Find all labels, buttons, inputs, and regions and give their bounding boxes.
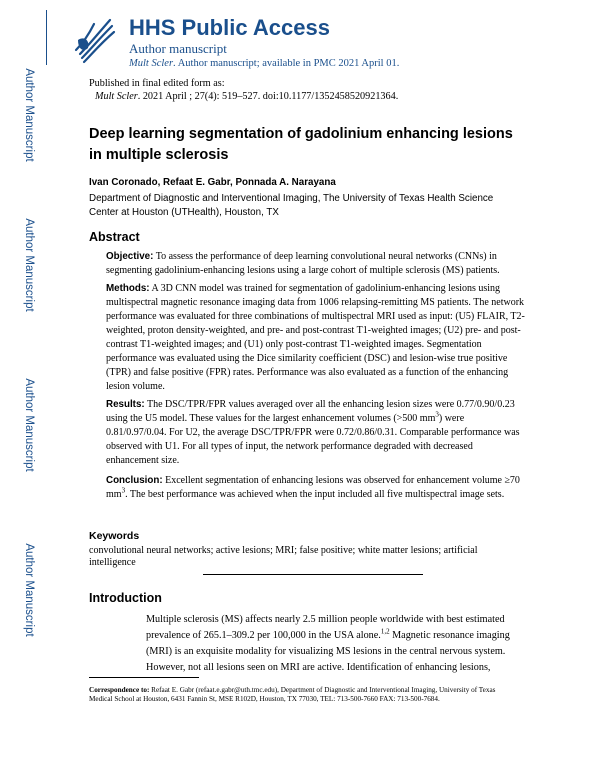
footnote-divider bbox=[89, 677, 199, 678]
abstract-objective: Objective: To assess the performance of deep learning convolutional neural networks (CNNs) in segmenting gadolinium-enhancing lesions using a large cohort of multiple sclerosis (MS) patients. bbox=[106, 251, 500, 276]
introduction-heading: Introduction bbox=[89, 591, 162, 605]
hhs-eagle-logo-icon bbox=[70, 10, 120, 66]
affiliation: Department of Diagnostic and Interventional Imaging, The University of Texas Health Science Center at Houston (UTHealth), Houston, TX bbox=[89, 193, 494, 218]
sidebar-author-manuscript-label: Author Manuscript bbox=[23, 218, 35, 312]
keywords-heading: Keywords bbox=[89, 530, 140, 542]
hhs-public-access-title: HHS Public Access bbox=[129, 15, 330, 40]
published-final-form-label: Published in final edited form as: bbox=[89, 78, 225, 89]
author-manuscript-subtitle: Author manuscript bbox=[129, 41, 227, 56]
header-divider bbox=[46, 10, 47, 65]
section-divider bbox=[203, 574, 423, 575]
sidebar-author-manuscript-label: Author Manuscript bbox=[23, 543, 35, 637]
sidebar-author-manuscript-label: Author Manuscript bbox=[23, 378, 35, 472]
abstract-results: Results: The DSC/TPR/FPR values averaged over all the enhancing lesion sizes were 0.77/0.90/0.23 using the U5 model. These values for the largest enhancement volumes (>500 $mm^3$) were 0.81/0.97/0.04. For U2, the average DSC/TPR/FPR were 0.72/0.86/0.31. Comparable performance was observed with U1. For all types of input, the network performance degraded with decreased enhancement size. bbox=[106, 399, 520, 466]
abstract-heading: Abstract bbox=[89, 230, 140, 244]
abstract-conclusion: Conclusion: Excellent segmentation of enhancing lesions was observed for enhancement volume ≥70 $mm^3$. The best performance was achieved when the input included all five multispectral image sets. bbox=[106, 475, 520, 500]
journal-status-line: Mult Scler. Author manuscript; available in PMC 2021 April 01. bbox=[129, 58, 400, 69]
article-title: Deep learning segmentation of gadolinium enhancing lesions in multiple sclerosis bbox=[89, 126, 513, 163]
introduction-paragraph: Multiple sclerosis (MS) affects nearly 2.5 million people worldwide with best estimated prevalence of 265.1–309.2 per 100,000 in the USA alone.$^{1,2}$ Magnetic resonance imaging (MRI) is an exquisite modality for visualizing MS lesions in the central nervous system. However, not all lesions seen on MRI are active. Identification of enhancing lesions, bbox=[146, 614, 510, 673]
keywords-list: convolutional neural networks; active lesions; MRI; false positive; white matter lesions; artificial intelligence bbox=[89, 545, 478, 568]
citation-line: Mult Scler. 2021 April ; 27(4): 519–527. doi:10.1177/1352458520921364. bbox=[95, 91, 399, 102]
abstract-methods: Methods: A 3D CNN model was trained for segmentation of gadolinium-enhancing lesions using multispectral magnetic resonance imaging data from 1006 relapsing-remitting MS patients. The network performance was evaluated for three combinations of multispectral MRI used as input: (U5) FLAIR, T2-weighted, proton density-weighted, and pre- and post-contrast T1-weighted images; (U2) pre- and post-contrast T1-weighted images; and (U1) only post-contrast T1-weighted images. Segmentation performance was evaluated using the Dice similarity coefficient (DSC) and lesion-wise true positive (TPR) and false positive (FPR) rates. Performance was also evaluated as a function of the enhancing lesion volume. bbox=[106, 283, 525, 392]
correspondence-footnote: Correspondence to: Refaat E. Gabr (refaat.e.gabr@uth.tmc.edu), Department of Diagnostic and Interventional Imaging, University of Texas Medical School at Houston, 6431 Fannin St, MSE R102D, Houston, TX 77030, TEL: 713-500-7660 FAX: 713-500-7684. bbox=[89, 686, 496, 703]
sidebar-author-manuscript-label: Author Manuscript bbox=[23, 68, 35, 162]
author-list: Ivan Coronado, Refaat E. Gabr, Ponnada A. Narayana bbox=[89, 177, 336, 188]
